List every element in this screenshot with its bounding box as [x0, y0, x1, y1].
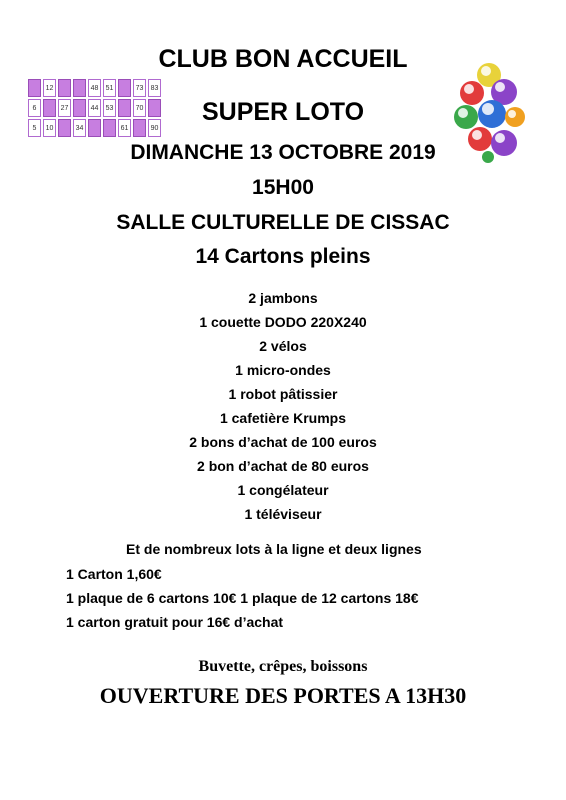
loto-card-cell: 34	[73, 119, 86, 137]
prize-item: 1 congélateur	[237, 482, 329, 498]
prize-item: 1 micro-ondes	[235, 362, 331, 378]
loto-card-cell: 6	[28, 99, 41, 117]
prize-item: 2 bon d’achat de 80 euros	[197, 458, 369, 474]
event-date: DIMANCHE 13 OCTOBRE 2019	[130, 141, 436, 164]
loto-card-cell: 5	[28, 119, 41, 137]
event-time: 15H00	[252, 176, 314, 199]
loto-card-cell	[118, 79, 131, 97]
pricing-item: 1 carton gratuit pour 16€ d’achat	[66, 614, 284, 630]
prize-item: 2 bons d’achat de 100 euros	[189, 434, 377, 450]
prize-item: 2 jambons	[248, 290, 318, 306]
event-venue: SALLE CULTURELLE DE CISSAC	[116, 211, 450, 234]
loto-card-cell: 44	[88, 99, 101, 117]
doors-open-text: OUVERTURE DES PORTES A 13H30	[99, 683, 467, 708]
loto-card-cell: 90	[148, 119, 161, 137]
loto-card-cell: 53	[103, 99, 116, 117]
club-title: CLUB BON ACCUEIL	[158, 45, 408, 73]
extra-lots-text: Et de nombreux lots à la ligne et deux lignes	[126, 541, 422, 557]
loto-card-cell	[28, 79, 41, 97]
loto-card-cell: 73	[133, 79, 146, 97]
prize-item: 1 couette DODO 220X240	[199, 314, 367, 330]
pricing-item: 1 plaque de 6 cartons 10€ 1 plaque de 12 cartons 18€	[66, 590, 419, 606]
loto-card-cell: 27	[58, 99, 71, 117]
loto-card-cell: 51	[103, 79, 116, 97]
loto-card-cell: 61	[118, 119, 131, 137]
prize-item: 1 cafetière Krumps	[219, 410, 347, 426]
loto-card-cell: 10	[43, 119, 56, 137]
refreshments-text: Buvette, crêpes, boissons	[198, 658, 368, 675]
prize-item: 1 téléviseur	[244, 506, 322, 522]
prize-item: 1 robot pâtissier	[228, 386, 338, 402]
loto-card-cell: 48	[88, 79, 101, 97]
loto-card-cell: 70	[133, 99, 146, 117]
loto-card-cell	[58, 79, 71, 97]
cards-count: 14 Cartons pleins	[195, 245, 371, 268]
event-title: SUPER LOTO	[201, 98, 365, 126]
pricing-item: 1 Carton 1,60€	[66, 566, 162, 582]
loto-card-cell: 12	[43, 79, 56, 97]
loto-card-cell: 83	[148, 79, 161, 97]
prize-item: 2 vélos	[259, 338, 307, 354]
loto-card-cell	[73, 79, 86, 97]
